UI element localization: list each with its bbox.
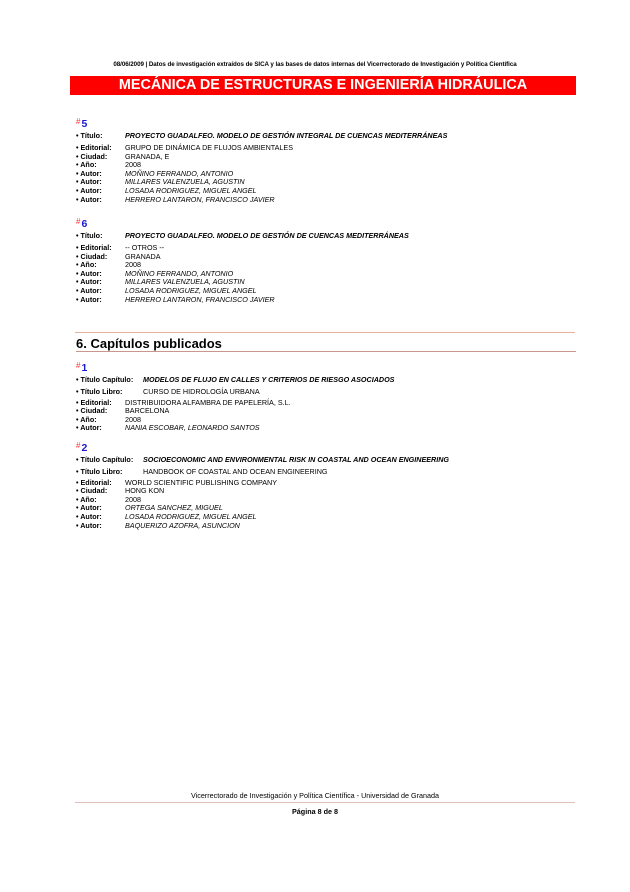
- field-label: • Ciudad:: [76, 151, 108, 161]
- chapter-entry: [76, 439, 576, 530]
- field-label: • Autor:: [76, 423, 102, 433]
- field-row: [76, 407, 576, 416]
- hash-mark: #: [76, 361, 81, 370]
- entry-number: [76, 439, 576, 453]
- document-header: 08/06/2009 | Datos de investigación extraídos de SICA y las bases de datos internas del Vicerrectorado de Investigación y Política Científica: [113, 61, 517, 68]
- field-row: [76, 196, 576, 205]
- field-label: • Editorial:: [76, 243, 112, 252]
- field-label: • Ciudad:: [76, 406, 108, 416]
- field-label: • Título Capítulo:: [76, 455, 134, 464]
- section-divider: [75, 332, 575, 333]
- anio: 2008: [125, 260, 141, 270]
- field-label: • Autor:: [76, 168, 102, 178]
- autor: HERRERO LANTARON, FRANCISCO JAVIER: [125, 194, 275, 204]
- autor: ORTEGA SANCHEZ, MIGUEL: [125, 503, 223, 513]
- field-label: • Autor:: [76, 194, 102, 204]
- footer-text: Vicerrectorado de Investigación y Política Científica - Universidad de Granada: [191, 791, 439, 800]
- field-label: • Ciudad:: [76, 486, 108, 496]
- field-label: • Autor:: [76, 277, 102, 287]
- field-label: • Título Libro:: [76, 467, 123, 476]
- ciudad: BARCELONA: [125, 406, 170, 416]
- field-label: • Autor:: [76, 285, 102, 295]
- field-label: • Editorial:: [76, 397, 112, 407]
- ciudad: GRANADA: [125, 251, 161, 261]
- hash-mark: #: [76, 441, 81, 450]
- book-entry: [76, 215, 576, 304]
- autor: LOSADA RODRIGUEZ, MIGUEL ANGEL: [125, 185, 257, 195]
- field-label: • Autor:: [76, 503, 102, 513]
- field-label: • Autor:: [76, 294, 102, 304]
- chapter-entry: [76, 359, 576, 433]
- field-label: • Autor:: [76, 520, 102, 530]
- autor: MOÑINO FERRANDO, ANTONIO: [125, 268, 234, 278]
- ciudad: GRANADA, E: [125, 151, 170, 161]
- entry-number: [76, 115, 576, 129]
- field-label: • Año:: [76, 414, 97, 424]
- field-label: • Título Libro:: [76, 387, 123, 396]
- book-title: CURSO DE HIDROLOGÍA URBANA: [143, 387, 260, 396]
- editorial: WORLD SCIENTIFIC PUBLISHING COMPANY: [125, 477, 278, 487]
- field-label: • Ciudad:: [76, 251, 108, 261]
- field-label: • Año:: [76, 160, 97, 170]
- field-label: • Autor:: [76, 268, 102, 278]
- book-title: PROYECTO GUADALFEO. MODELO DE GESTIÓN INTEGRAL DE CUENCAS MEDITERRÁNEAS: [125, 131, 448, 140]
- footer-divider: [75, 802, 575, 803]
- field-row: [76, 522, 576, 531]
- page-number: Página 8 de 8: [292, 807, 338, 816]
- field-label: • Año:: [76, 494, 97, 504]
- field-label: • Título:: [76, 131, 103, 140]
- number-value: 5: [81, 118, 88, 130]
- autor: MILLARES VALENZUELA, AGUSTIN: [125, 177, 245, 187]
- autor: MOÑINO FERRANDO, ANTONIO: [125, 168, 234, 178]
- field-label: • Autor:: [76, 511, 102, 521]
- hash-mark: #: [76, 117, 81, 126]
- autor: MILLARES VALENZUELA, AGUSTIN: [125, 277, 245, 287]
- field-label: • Editorial:: [76, 143, 112, 152]
- editorial: DISTRIBUIDORA ALFAMBRA DE PAPELERÍA, S.L.: [125, 397, 291, 407]
- autor: NANIA ESCOBAR, LEONARDO SANTOS: [125, 423, 260, 433]
- number-value: 2: [81, 442, 88, 454]
- book-entry: [76, 115, 576, 204]
- autor: LOSADA RODRIGUEZ, MIGUEL ANGEL: [125, 511, 257, 521]
- section-title: 6. Capítulos publicados: [76, 336, 222, 351]
- number-value: 1: [81, 362, 88, 374]
- field-label: • Año:: [76, 260, 97, 270]
- section-underline: [76, 351, 576, 352]
- field-row: [76, 487, 576, 496]
- field-row: [76, 253, 576, 262]
- field-label: • Autor:: [76, 185, 102, 195]
- book-title: PROYECTO GUADALFEO. MODELO DE GESTIÓN DE CUENCAS MEDITERRÁNEAS: [125, 231, 409, 240]
- field-label: • Editorial:: [76, 477, 112, 487]
- editorial: -- OTROS --: [125, 243, 165, 252]
- editorial: GRUPO DE DINÁMICA DE FLUJOS AMBIENTALES: [125, 143, 294, 152]
- number-value: 6: [81, 218, 88, 230]
- entry-number: [76, 215, 576, 229]
- chapter-title: SOCIOECONOMIC AND ENVIRONMENTAL RISK IN COASTAL AND OCEAN ENGINEERING: [143, 455, 450, 464]
- entry-number: [76, 359, 576, 373]
- autor: HERRERO LANTARON, FRANCISCO JAVIER: [125, 294, 275, 304]
- field-row: [76, 424, 576, 433]
- autor: LOSADA RODRIGUEZ, MIGUEL ANGEL: [125, 285, 257, 295]
- field-label: • Título Capítulo:: [76, 375, 134, 384]
- book-title: HANDBOOK OF COASTAL AND OCEAN ENGINEERING: [143, 467, 328, 476]
- anio: 2008: [125, 414, 141, 424]
- field-label: • Título:: [76, 231, 103, 240]
- chapter-title: MODELOS DE FLUJO EN CALLES Y CRITERIOS DE RIESGO ASOCIADOS: [143, 375, 395, 384]
- field-label: • Autor:: [76, 177, 102, 187]
- ciudad: HONG KON: [125, 486, 165, 496]
- autor: BAQUERIZO AZOFRA, ASUNCION: [125, 520, 240, 530]
- field-row: [76, 153, 576, 162]
- page-title: MECÁNICA DE ESTRUCTURAS E INGENIERÍA HIDRÁULICA: [70, 76, 576, 95]
- anio: 2008: [125, 494, 141, 504]
- field-row: [76, 296, 576, 305]
- anio: 2008: [125, 160, 141, 170]
- hash-mark: #: [76, 217, 81, 226]
